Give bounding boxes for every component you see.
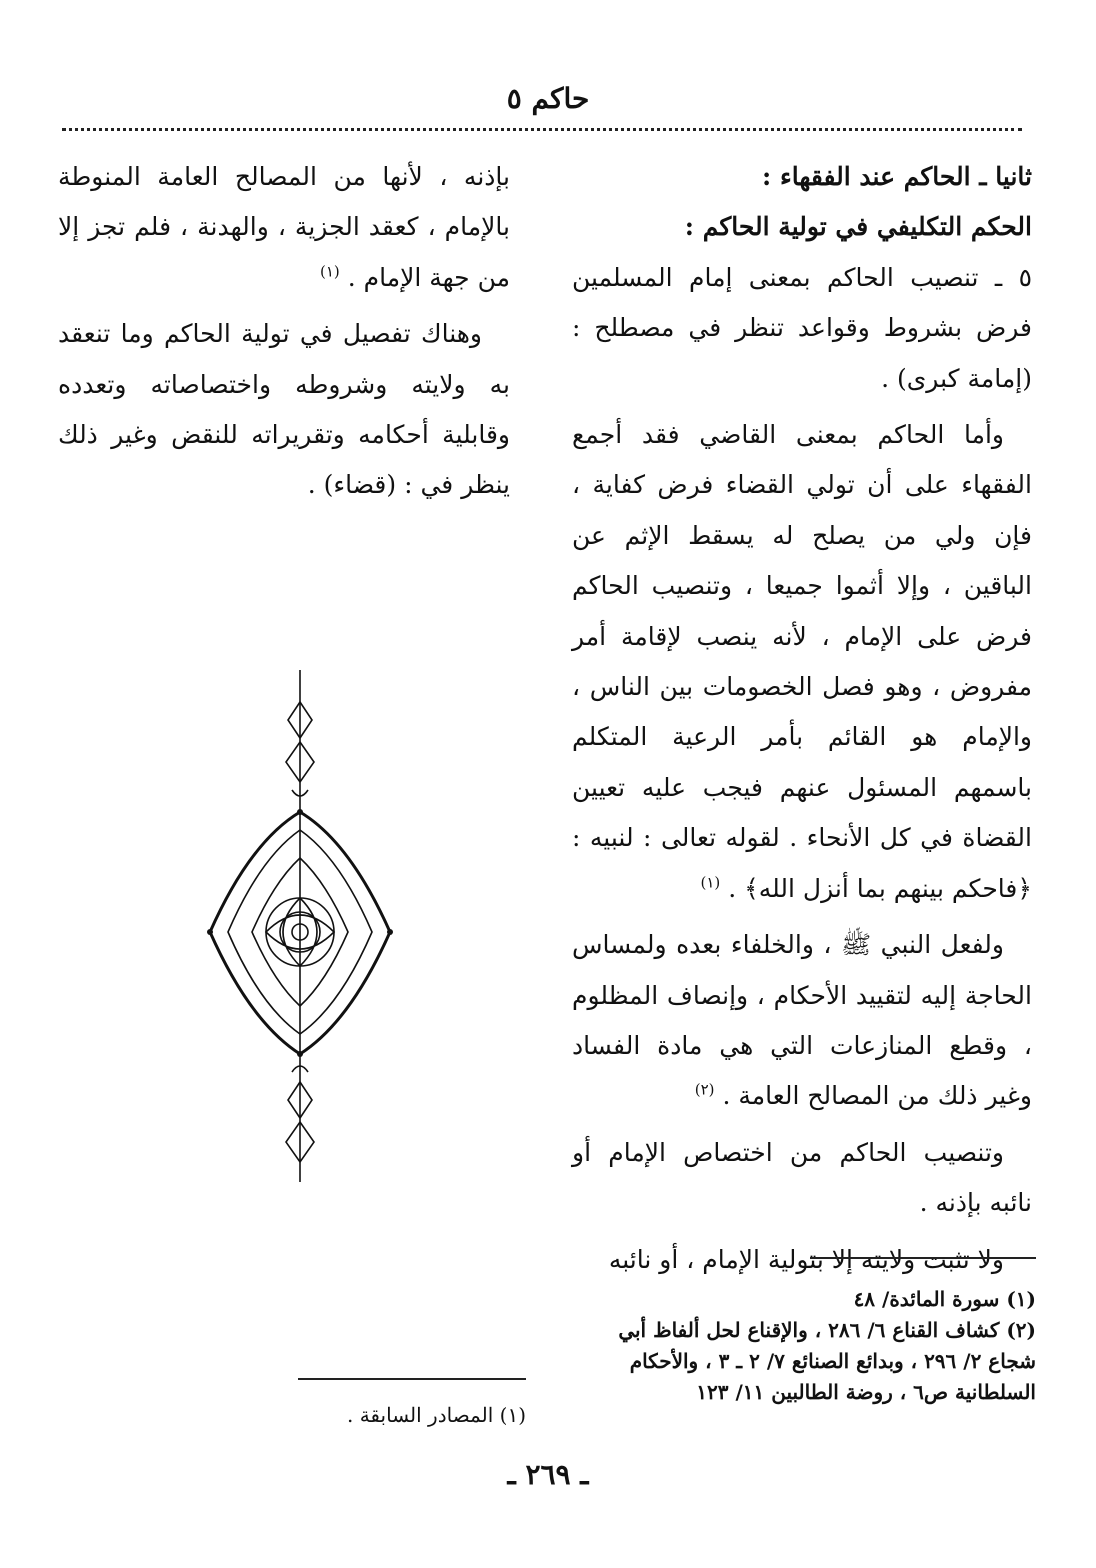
footnote: (١) سورة المائدة/ ٤٨ bbox=[853, 1287, 1036, 1311]
footnote: (١) المصادر السابقة . bbox=[346, 1403, 526, 1427]
paragraph-qadi-text: وأما الحاكم بمعنى القاضي فقد أجمع الفقهاء على أن تولي القضاء فرض كفاية ، فإن ولي من يصلح له يسقط الإثم عن الباقين ، وإلا أثموا جميعا ، وتنصيب الحاكم فرض على الإمام ، لأنه ينصب لإقامة أمر مفروض ، وهو فصل الخصومات بين الناس ، والإمام هو القائم بأمر الرعية المتكلم باسمهم المسئول عنهم فيجب عليه تعيين القضاة في كل الأنحاء . لقوله تعالى : لنبيه : ﴿فاحكم بينهم بما أنزل الله﴾ . bbox=[572, 420, 1032, 903]
footnote-ref: (٢) bbox=[694, 1080, 715, 1099]
paragraph-fil-text: ولفعل النبي ﷺ ، والخلفاء بعده ولمساس الحاجة إليه لتقييد الأحكام ، وإنصاف المظلوم ، وقطع المنازعات التي هي مادة الفساد وغير ذلك من المصالح العامة . bbox=[572, 930, 1032, 1111]
right-column bbox=[572, 152, 1032, 1285]
section-heading: ثانيا ـ الحاكم عند الفقهاء : bbox=[762, 162, 1032, 191]
decorative-ornament bbox=[200, 662, 400, 1192]
footnotes-right bbox=[572, 1284, 1036, 1408]
paragraph-tansib: وتنصيب الحاكم من اختصاص الإمام أو نائبه بإذنه . bbox=[572, 1137, 1032, 1218]
page-header: حاكم ٥ bbox=[506, 82, 590, 115]
paragraph-continued-text: بإذنه ، لأنها من المصالح العامة المنوطة بالإمام ، كعقد الجزية ، والهدنة ، فلم تجز إلا من جهة الإمام . bbox=[58, 162, 510, 292]
paragraph-fil bbox=[572, 920, 1032, 1122]
paragraph-5: ٥ ـ تنصيب الحاكم بمعنى إمام المسلمين فرض بشروط وقواعد تنظر في مصطلح : (إمامة كبرى) . bbox=[572, 262, 1032, 393]
paragraph-wilaya: ولا تثبت ولايته إلا بتولية الإمام ، أو نائبه bbox=[608, 1244, 1004, 1274]
footnote-ref: (١) bbox=[319, 262, 340, 281]
footnote-ref: (١) bbox=[700, 873, 721, 892]
paragraph-qadi bbox=[572, 410, 1032, 914]
left-column bbox=[58, 152, 510, 511]
paragraph-continued bbox=[58, 152, 510, 303]
subsection-heading: الحكم التكليفي في تولية الحاكم : bbox=[684, 212, 1032, 242]
footnotes-left bbox=[270, 1400, 526, 1431]
footnote-rule bbox=[298, 1378, 526, 1380]
paragraph-tafsil: وهناك تفصيل في تولية الحاكم وما تنعقد به ولايته وشروطه واختصاصاته وتعدده وقابلية أحكامه وتقريراته للنقض وغير ذلك ينظر في : (قضاء) . bbox=[58, 319, 510, 500]
page-number: ـ ٢٦٩ ـ bbox=[507, 1458, 589, 1491]
header-dotted-rule bbox=[62, 128, 1022, 131]
footnote: (٢) كشاف القناع ٦/ ٢٨٦ ، والإقناع لحل ألفاظ أبي شجاع ٢/ ٢٩٦ ، وبدائع الصنائع ٧/ ٢ ـ ٣ ، والأحكام السلطانية ص٦ ، روضة الطالبين ١١/ ١٢٣ bbox=[618, 1318, 1036, 1404]
footnote-rule bbox=[810, 1257, 1036, 1259]
